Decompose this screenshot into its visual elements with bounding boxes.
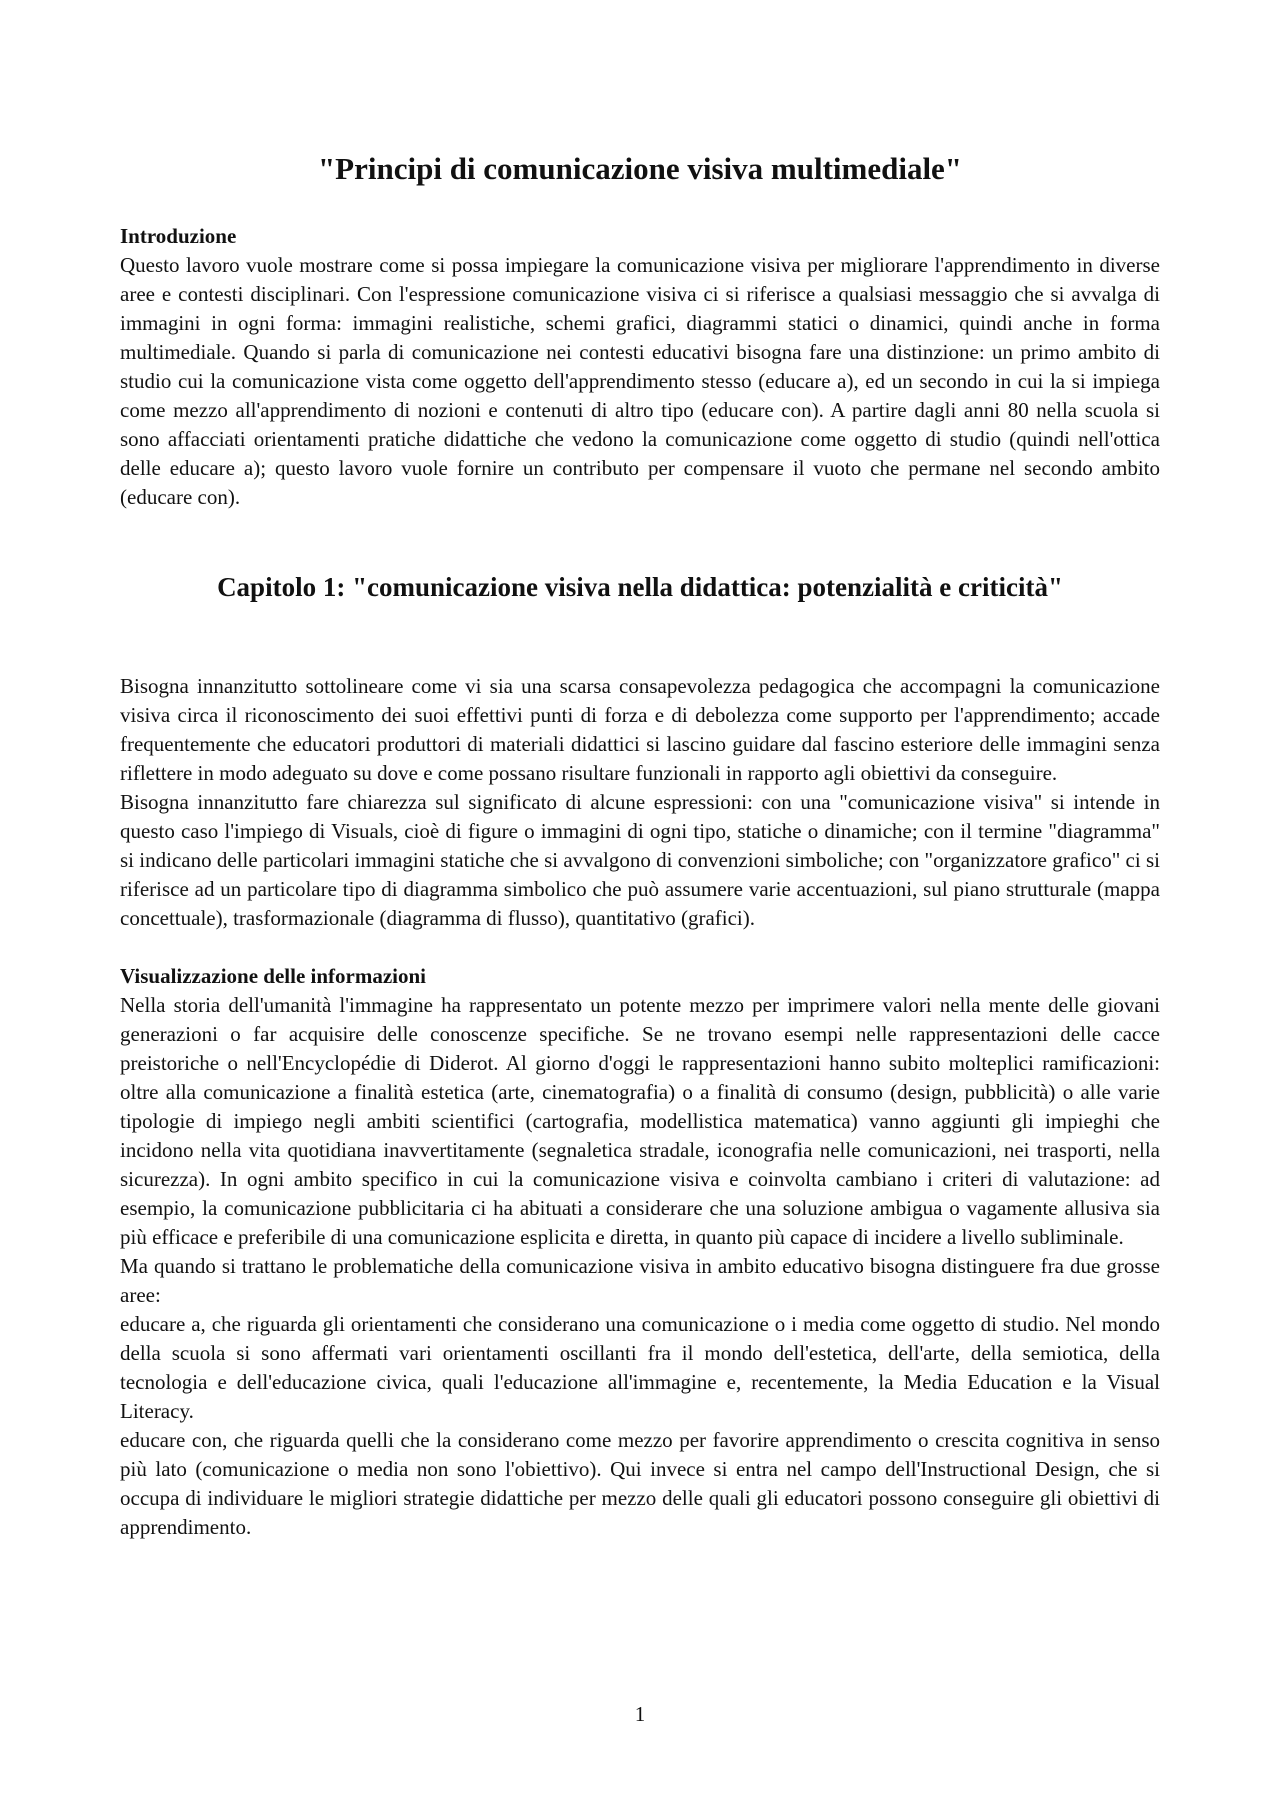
section-paragraph: educare a, che riguarda gli orientamenti che considerano una comunicazione o i media come oggetto di studio. Nel mondo della scuola si sono affermati vari orientamenti oscillanti fra il mondo dell'estetica, dell'arte, della semiotica, della tecnologia e dell'educazione civica, quali l'educazione all'immagine e, recentemente, la Media Education e la Visual Literacy. bbox=[120, 1312, 1160, 1423]
section-paragraph: educare con, che riguarda quelli che la considerano come mezzo per favorire apprendimento o crescita cognitiva in senso più lato (comunicazione o media non sono l'obiettivo). Qui invece si entra nel campo dell'Instructional Design, che si occupa di individuare le migliori strategie didattiche per mezzo delle quali gli educatori possono conseguire gli obiettivi di apprendimento. bbox=[120, 1428, 1160, 1539]
chapter-paragraph: Bisogna innanzitutto sottolineare come vi sia una scarsa consapevolezza pedagogica che accompagni la comunicazione visiva circa il riconoscimento dei suoi effettivi punti di forza e di debolezza come supporto per l'apprendimento; accade frequentemente che educatori produttori di materiali didattici si lascino guidare dal fascino esteriore delle immagini senza riflettere in modo adeguato su dove e come possano risultare funzionali in rapporto agli obiettivi da conseguire. bbox=[120, 674, 1160, 785]
section-paragraph: Ma quando si trattano le problematiche della comunicazione visiva in ambito educativo bisogna distinguere fra due grosse aree: bbox=[120, 1254, 1160, 1307]
page-number: 1 bbox=[634, 1702, 646, 1726]
paragraph-spacer bbox=[120, 933, 1160, 962]
chapter-paragraph: Bisogna innanzitutto fare chiarezza sul significato di alcune espressioni: con una "comunicazione visiva" si intende in questo caso l'impiego di Visuals, cioè di figure o immagini di ogni tipo, statiche o dinamiche; con il termine "diagramma" si indicano delle particolari immagini statiche che si avvalgono di convenzioni simboliche; con "organizzatore grafico" ci si riferisce ad un particolare tipo di diagramma simbolico che può assumere varie accentuazioni, sul piano strutturale (mappa concettuale), trasformazionale (diagramma di flusso), quantitativo (grafici). bbox=[120, 790, 1160, 930]
page-content bbox=[120, 150, 1160, 1542]
chapter-title: Capitolo 1: "comunicazione visiva nella didattica: potenzialità e criticità" bbox=[217, 572, 1063, 602]
intro-heading: Introduzione bbox=[120, 224, 237, 248]
section-heading: Visualizzazione delle informazioni bbox=[120, 964, 427, 988]
document-title: "Principi di comunicazione visiva multimediale" bbox=[317, 151, 963, 186]
section-paragraph: Nella storia dell'umanità l'immagine ha rappresentato un potente mezzo per imprimere valori nella mente delle giovani generazioni o far acquisire delle conoscenze specifiche. Se ne trovano esempi nelle rappresentazioni delle cacce preistoriche o nell'Encyclopédie di Diderot. Al giorno d'oggi le rappresentazioni hanno subito molteplici ramificazioni: oltre alla comunicazione a finalità estetica (arte, cinematografia) o a finalità di consumo (design, pubblicità) o alle varie tipologie di impiego negli ambiti scientifici (cartografia, modellistica matematica) vanno aggiunti gli impieghi che incidono nella vita quotidiana inavvertitamente (segnaletica stradale, iconografia nelle comunicazioni, nei trasporti, nella sicurezza). In ogni ambito specifico in cui la comunicazione visiva e coinvolta cambiano i criteri di valutazione: ad esempio, la comunicazione pubblicitaria ci ha abituati a considerare che una soluzione ambigua o vagamente allusiva sia più efficace e preferibile di una comunicazione esplicita e diretta, in quanto più capace di incidere a livello subliminale. bbox=[120, 993, 1160, 1249]
intro-paragraph: Questo lavoro vuole mostrare come si possa impiegare la comunicazione visiva per migliorare l'apprendimento in diverse aree e contesti disciplinari. Con l'espressione comunicazione visiva ci si riferisce a qualsiasi messaggio che si avvalga di immagini in ogni forma: immagini realistiche, schemi grafici, diagrammi statici o dinamici, quindi anche in forma multimediale. Quando si parla di comunicazione nei contesti educativi bisogna fare una distinzione: un primo ambito di studio cui la comunicazione vista come oggetto dell'apprendimento stesso (educare a), ed un secondo in cui la si impiega come mezzo all'apprendimento di nozioni e contenuti di altro tipo (educare con). A partire dagli anni 80 nella scuola si sono affacciati orientamenti pratiche didattiche che vedono la comunicazione come oggetto di studio (quindi nell'ottica delle educare a); questo lavoro vuole fornire un contributo per compensare il vuoto che permane nel secondo ambito (educare con). bbox=[120, 253, 1160, 509]
